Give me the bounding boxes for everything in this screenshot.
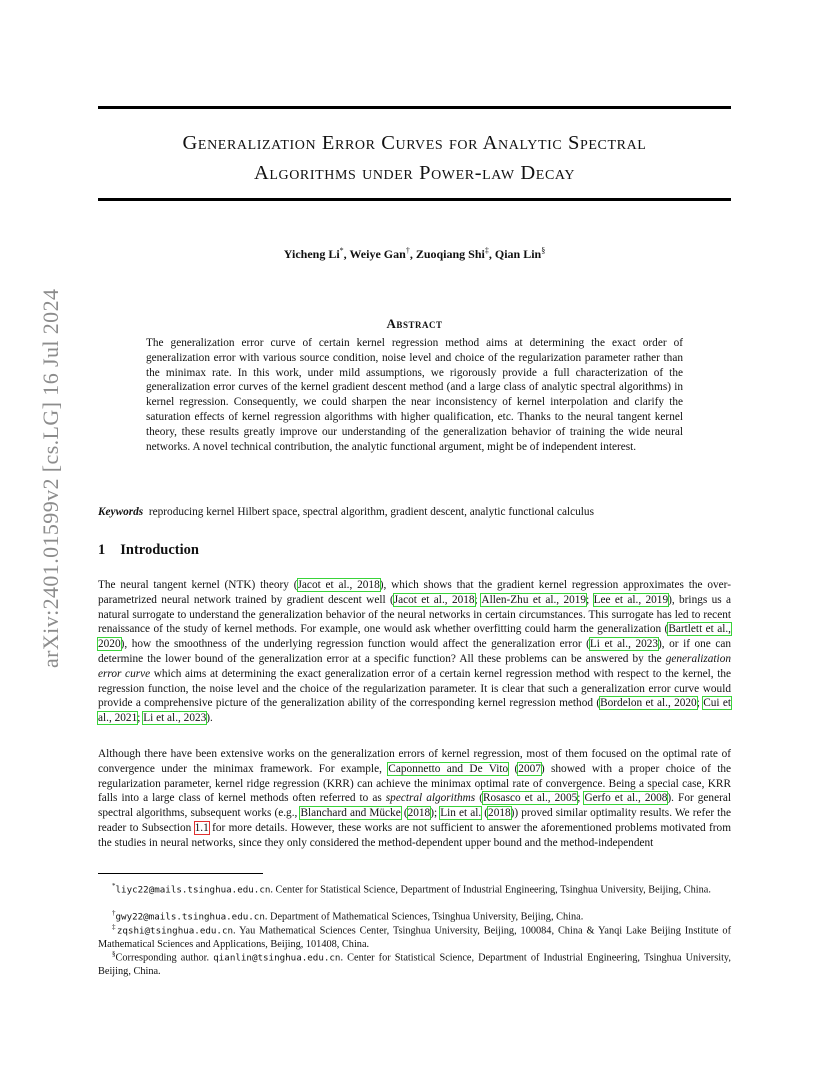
- footnote-text: . Center for Statistical Science, Department of Industrial Engineering, Tsinghua University, Beijing, China.: [98, 952, 731, 977]
- citation-link[interactable]: Gerfo et al., 2008: [584, 792, 668, 805]
- footnote-text: . Yau Mathematical Sciences Center, Tsinghua University, Beijing, 100084, China & Yanqi Lake Beijing Institute of Mathematical Sciences and Applications, Beijing, 101408, China.: [98, 925, 731, 950]
- text-run: ).: [206, 712, 213, 725]
- keywords-line: [98, 506, 731, 518]
- footnote-email: gwy22@mails.tsinghua.edu.cn: [115, 911, 265, 923]
- abstract-heading: Abstract: [386, 316, 443, 331]
- text-run: )) proved similar optimality results. We refer the reader to Subsection: [98, 807, 731, 834]
- author-name: Weiye Gan: [349, 247, 406, 261]
- title-line-2: Algorithms under Power-law Decay: [253, 162, 576, 184]
- citation-link[interactable]: Caponnetto and De Vito: [388, 762, 509, 775]
- author-name: Yicheng Li: [283, 247, 340, 261]
- citation-link[interactable]: Li et al., 2023: [143, 712, 207, 725]
- citation-link[interactable]: Blanchard and Mücke: [300, 807, 401, 820]
- footnote-prefix: Corresponding author.: [115, 952, 214, 964]
- text-run: ). For general spectral algorithms, subsequent works (e.g.,: [98, 792, 731, 820]
- arxiv-identifier[interactable]: arXiv:2401.01599v2 [cs.LG] 16 Jul 2024: [38, 288, 63, 668]
- citation-link[interactable]: Bordelon et al., 2020: [600, 697, 697, 710]
- section-number: 1: [98, 542, 106, 558]
- title-line-1: Generalization Error Curves for Analytic Spectral: [182, 132, 647, 154]
- citation-link[interactable]: 2018: [488, 807, 511, 820]
- author-mark[interactable]: §: [541, 246, 546, 255]
- paper-title: [98, 128, 731, 188]
- author-mark[interactable]: *: [339, 246, 344, 255]
- keywords-label: Keywords: [98, 506, 144, 518]
- footnote-email: qianlin@tsinghua.edu.cn: [213, 952, 341, 964]
- text-run: (: [400, 807, 408, 820]
- title-bottom-rule: [98, 198, 731, 201]
- author-name: Qian Lin: [494, 247, 542, 261]
- text-run: for more details. However, these works are not sufficient to answer the aforementioned problems motivated from the studies in neural networks, since they only considered the method-dependent upper bound and the method-independent: [98, 821, 731, 849]
- citation-link[interactable]: 2007: [518, 762, 541, 775]
- text-run: ), or if one can determine the lower bound of the generalization error at a specific function? All these problems can be answered by the: [98, 638, 732, 665]
- text-run: (: [508, 762, 519, 775]
- text-run: ;: [137, 712, 144, 725]
- citation-link[interactable]: Allen-Zhu et al., 2019: [481, 593, 587, 606]
- footnote-4: [98, 948, 731, 978]
- text-run: ;: [577, 792, 585, 805]
- footnote-email: liyc22@mails.tsinghua.edu.cn: [115, 884, 271, 896]
- emphasis-text: generalization error curve: [98, 652, 731, 680]
- citation-link[interactable]: Lee et al., 2019: [593, 593, 669, 606]
- citation-link[interactable]: Bartlett et al., 2020: [98, 623, 731, 651]
- abstract-text: The generalization error curve of certain kernel regression method aims at determining the exact order of generalization error with various source condition, noise level and choice of the regularization parameter rather than the minimax rate. In this work, under mild assumptions, we rigorously provide a full characterization of the generalization error curves of the kernel gradient descent method (and a large class of analytic spectral algorithms) in kernel regression. Consequently, we could sharpen the near inconsistency of kernel interpolation and clarify the saturation effects of kernel regression algorithms with higher qualification, etc. Thanks to the neural tangent kernel theory, these results greatly improve our understanding of the generalization behavior of training the wide neural networks. A novel technical contribution, the analytic functional argument, might be of independent interest.: [146, 337, 683, 453]
- footnote-1: [98, 880, 731, 897]
- subsection-reference-link[interactable]: 1.1: [194, 821, 209, 834]
- text-run: Although there have been extensive works on the generalization errors of kernel regression, most of them focused on the optimal rate of convergence under the minimax framework. For example,: [98, 748, 731, 775]
- text-run: (: [481, 807, 489, 820]
- text-run: ), how the smoothness of the underlying regression function would affect the generalization error (: [120, 638, 590, 651]
- citation-link[interactable]: Cui et al., 2021: [98, 697, 731, 725]
- text-run: ;: [586, 593, 594, 606]
- footnote-email: zqshi@tsinghua.edu.cn: [116, 925, 234, 937]
- text-run: ) showed with a proper choice of the regularization parameter, kernel ridge regression (KRR) can achieve the minimax optimal rate of convergence. Being a special case, KRR falls into a large class of kernel methods often referred to as: [98, 762, 731, 805]
- text-run: ;: [474, 593, 482, 606]
- text-run: The neural tangent kernel (NTK) theory (: [98, 579, 298, 591]
- citation-link[interactable]: Lin et al.: [440, 807, 482, 820]
- footnote-mark: §: [112, 950, 116, 958]
- author-list: Yicheng Li*, Weiye Gan†, Zuoqiang Shi‡, Qian Lin§: [283, 246, 546, 261]
- intro-paragraph-1: [98, 578, 731, 726]
- text-run: which aims at determining the exact generalization error of a certain kernel regression method with respect to the kernel, the regression function, the noise level and the choice of the regularization parameter. It is clear that such a generalization error curve would provide a comprehensive picture of the generalization ability of the corresponding kernel regression method (: [98, 667, 731, 710]
- footnote-mark: ‡: [112, 923, 117, 931]
- citation-link[interactable]: 2018: [407, 807, 431, 820]
- author-mark[interactable]: †: [405, 246, 410, 255]
- title-top-rule: [98, 106, 731, 109]
- text-run: ;: [696, 697, 704, 710]
- text-run: (: [475, 792, 483, 805]
- citation-link[interactable]: Jacot et al., 2018: [393, 593, 475, 606]
- keywords-text: reproducing kernel Hilbert space, spectral algorithm, gradient descent, analytic functional calculus: [148, 506, 594, 518]
- citation-link[interactable]: Jacot et al., 2018: [297, 579, 380, 591]
- text-run: ), which shows that the gradient kernel regression approximates the over-parametrized neural network trained by gradient descent well (: [98, 579, 731, 606]
- footnote-mark: †: [112, 909, 116, 917]
- section-heading: [98, 542, 199, 559]
- intro-paragraph-2: [98, 747, 731, 851]
- emphasis-text: spectral algorithms: [385, 792, 476, 805]
- citation-link[interactable]: Rosasco et al., 2005: [482, 792, 578, 805]
- text-run: );: [430, 807, 441, 820]
- footnote-mark: *: [112, 882, 116, 890]
- author-mark[interactable]: ‡: [484, 246, 489, 255]
- author-name: Zuoqiang Shi: [415, 247, 485, 261]
- footnote-3: [98, 921, 731, 951]
- text-run: ), brings us a natural surrogate to understand the generalization behavior of the neural networks in certain circumstances. This surrogate has led to recent renaissance of the study of kernel methods. For example, one would ask whether overfitting could harm the generalization (: [98, 593, 732, 636]
- citation-link[interactable]: Li et al., 2023: [589, 638, 659, 651]
- footnote-text: . Department of Mathematical Sciences, Tsinghua University, Beijing, China.: [264, 911, 584, 923]
- footnote-text: . Center for Statistical Science, Department of Industrial Engineering, Tsinghua University, Beijing, China.: [270, 884, 711, 896]
- footnote-rule: [98, 873, 263, 874]
- section-title: Introduction: [120, 542, 199, 558]
